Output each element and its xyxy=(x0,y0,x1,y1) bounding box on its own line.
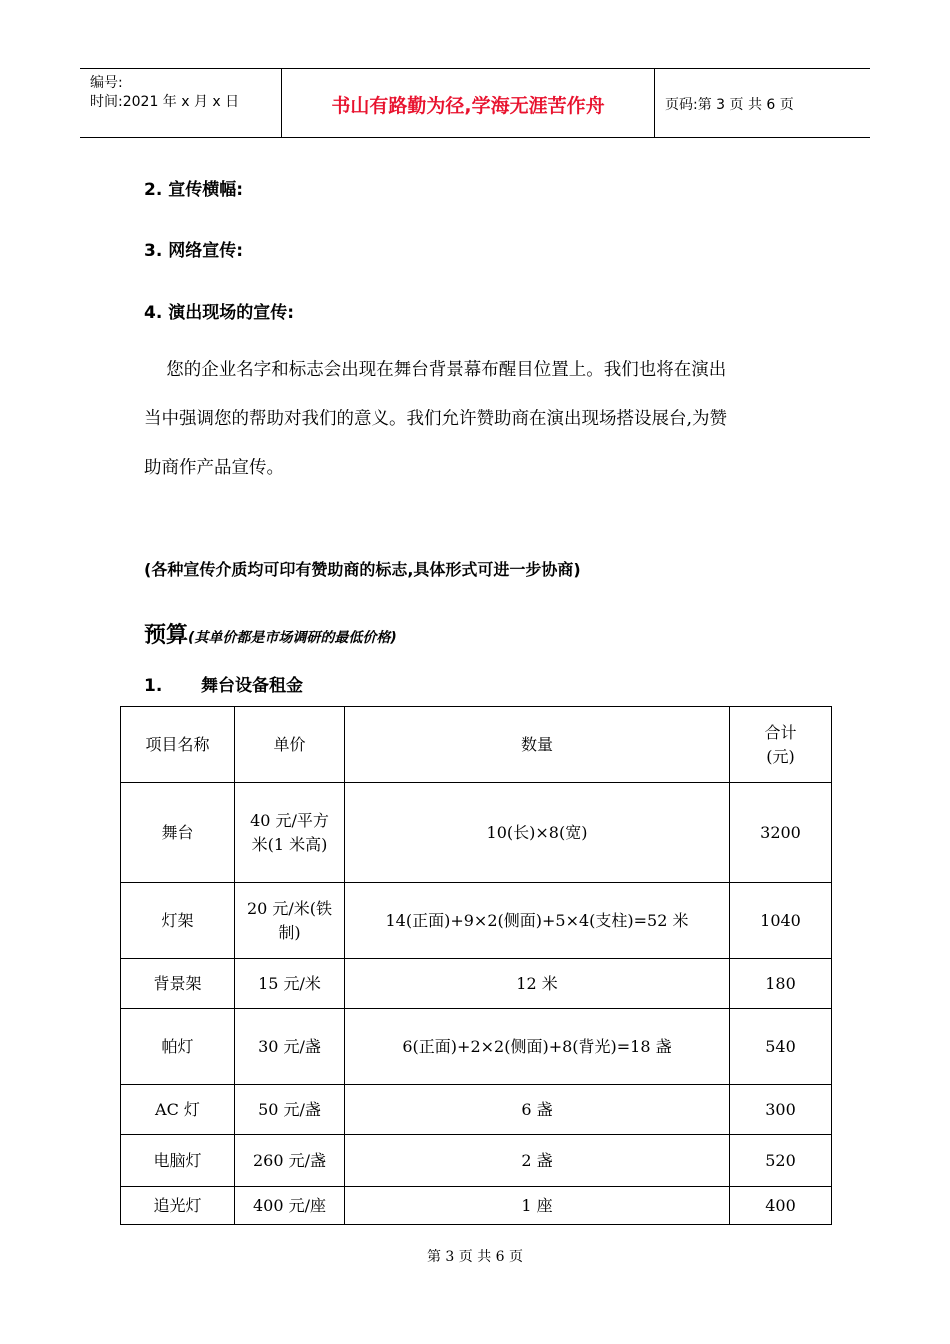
table-row xyxy=(121,1009,832,1085)
time-label: 时间:2021 年 x 月 x 日 xyxy=(90,94,240,110)
table-cell: 540 xyxy=(730,1009,832,1085)
header-motto-cell xyxy=(281,69,655,137)
table-cell: 背景架 xyxy=(121,959,235,1009)
table-cell: 6 盏 xyxy=(345,1085,730,1135)
table-cell: 50 元/盏 xyxy=(235,1085,345,1135)
section-title: 舞台设备租金 xyxy=(201,676,303,696)
header-cell: 数量 xyxy=(345,707,730,783)
table-cell: 400 元/座 xyxy=(235,1187,345,1225)
table-cell: 400 xyxy=(730,1187,832,1225)
header-cell: 项目名称 xyxy=(121,707,235,783)
table-cell: 电脑灯 xyxy=(121,1135,235,1187)
table-cell: 1 座 xyxy=(345,1187,730,1225)
table-row xyxy=(121,1135,832,1187)
table-cell: 帕灯 xyxy=(121,1009,235,1085)
table-cell: 14(正面)+9×2(侧面)+5×4(支柱)=52 米 xyxy=(345,883,730,959)
document-header xyxy=(80,68,870,138)
table-cell: 15 元/米 xyxy=(235,959,345,1009)
table-cell: 40 元/平方米(1 米高) xyxy=(235,783,345,883)
table-cell: 2 盏 xyxy=(345,1135,730,1187)
paragraph-line: 助商作产品宣传。 xyxy=(144,458,284,478)
table-cell: 1040 xyxy=(730,883,832,959)
paragraph-line: 当中强调您的帮助对我们的意义。我们允许赞助商在演出现场搭设展台,为赞 xyxy=(144,409,728,429)
table-cell: 30 元/盏 xyxy=(235,1009,345,1085)
table-cell: 灯架 xyxy=(121,883,235,959)
budget-heading xyxy=(144,618,397,649)
table-row xyxy=(121,1187,832,1225)
section-number: 1. xyxy=(144,676,163,696)
table-row xyxy=(121,883,832,959)
motto: 书山有路勤为径,学海无涯苦作舟 xyxy=(331,95,605,117)
budget-subtitle: (其单价都是市场调研的最低价格) xyxy=(188,630,397,646)
header-meta-cell xyxy=(80,69,281,137)
sponsor-note: (各种宣传介质均可印有赞助商的标志,具体形式可进一步协商) xyxy=(144,560,581,579)
budget-table xyxy=(120,706,832,1225)
table-cell: AC 灯 xyxy=(121,1085,235,1135)
table-row xyxy=(121,783,832,883)
section-stage-rental xyxy=(144,671,303,696)
heading-onsite: 4. 演出现场的宣传: xyxy=(144,303,295,323)
page-label: 页码:第 3 页 共 6 页 xyxy=(665,97,794,113)
paragraph-line: 您的企业名字和标志会出现在舞台背景幕布醒目位置上。我们也将在演出 xyxy=(144,360,727,380)
table-row xyxy=(121,1085,832,1135)
table-cell: 520 xyxy=(730,1135,832,1187)
table-header-row xyxy=(121,707,832,783)
table-cell: 260 元/盏 xyxy=(235,1135,345,1187)
page-footer: 第 3 页 共 6 页 xyxy=(426,1249,524,1265)
heading-online: 3. 网络宣传: xyxy=(144,241,244,261)
table-cell: 3200 xyxy=(730,783,832,883)
table-row xyxy=(121,959,832,1009)
table-cell: 20 元/米(铁制) xyxy=(235,883,345,959)
header-page-cell xyxy=(655,69,870,137)
table-cell: 追光灯 xyxy=(121,1187,235,1225)
header-cell: 单价 xyxy=(235,707,345,783)
heading-banner: 2. 宣传横幅: xyxy=(144,180,244,200)
table-cell: 180 xyxy=(730,959,832,1009)
budget-title: 预算 xyxy=(144,623,189,648)
table-cell: 12 米 xyxy=(345,959,730,1009)
table-cell: 6(正面)+2×2(侧面)+8(背光)=18 盏 xyxy=(345,1009,730,1085)
number-label: 编号: xyxy=(90,75,123,91)
table-cell: 舞台 xyxy=(121,783,235,883)
table-cell: 10(长)×8(宽) xyxy=(345,783,730,883)
header-cell: 合计 (元) xyxy=(730,707,832,783)
table-cell: 300 xyxy=(730,1085,832,1135)
onsite-paragraph xyxy=(144,346,814,493)
